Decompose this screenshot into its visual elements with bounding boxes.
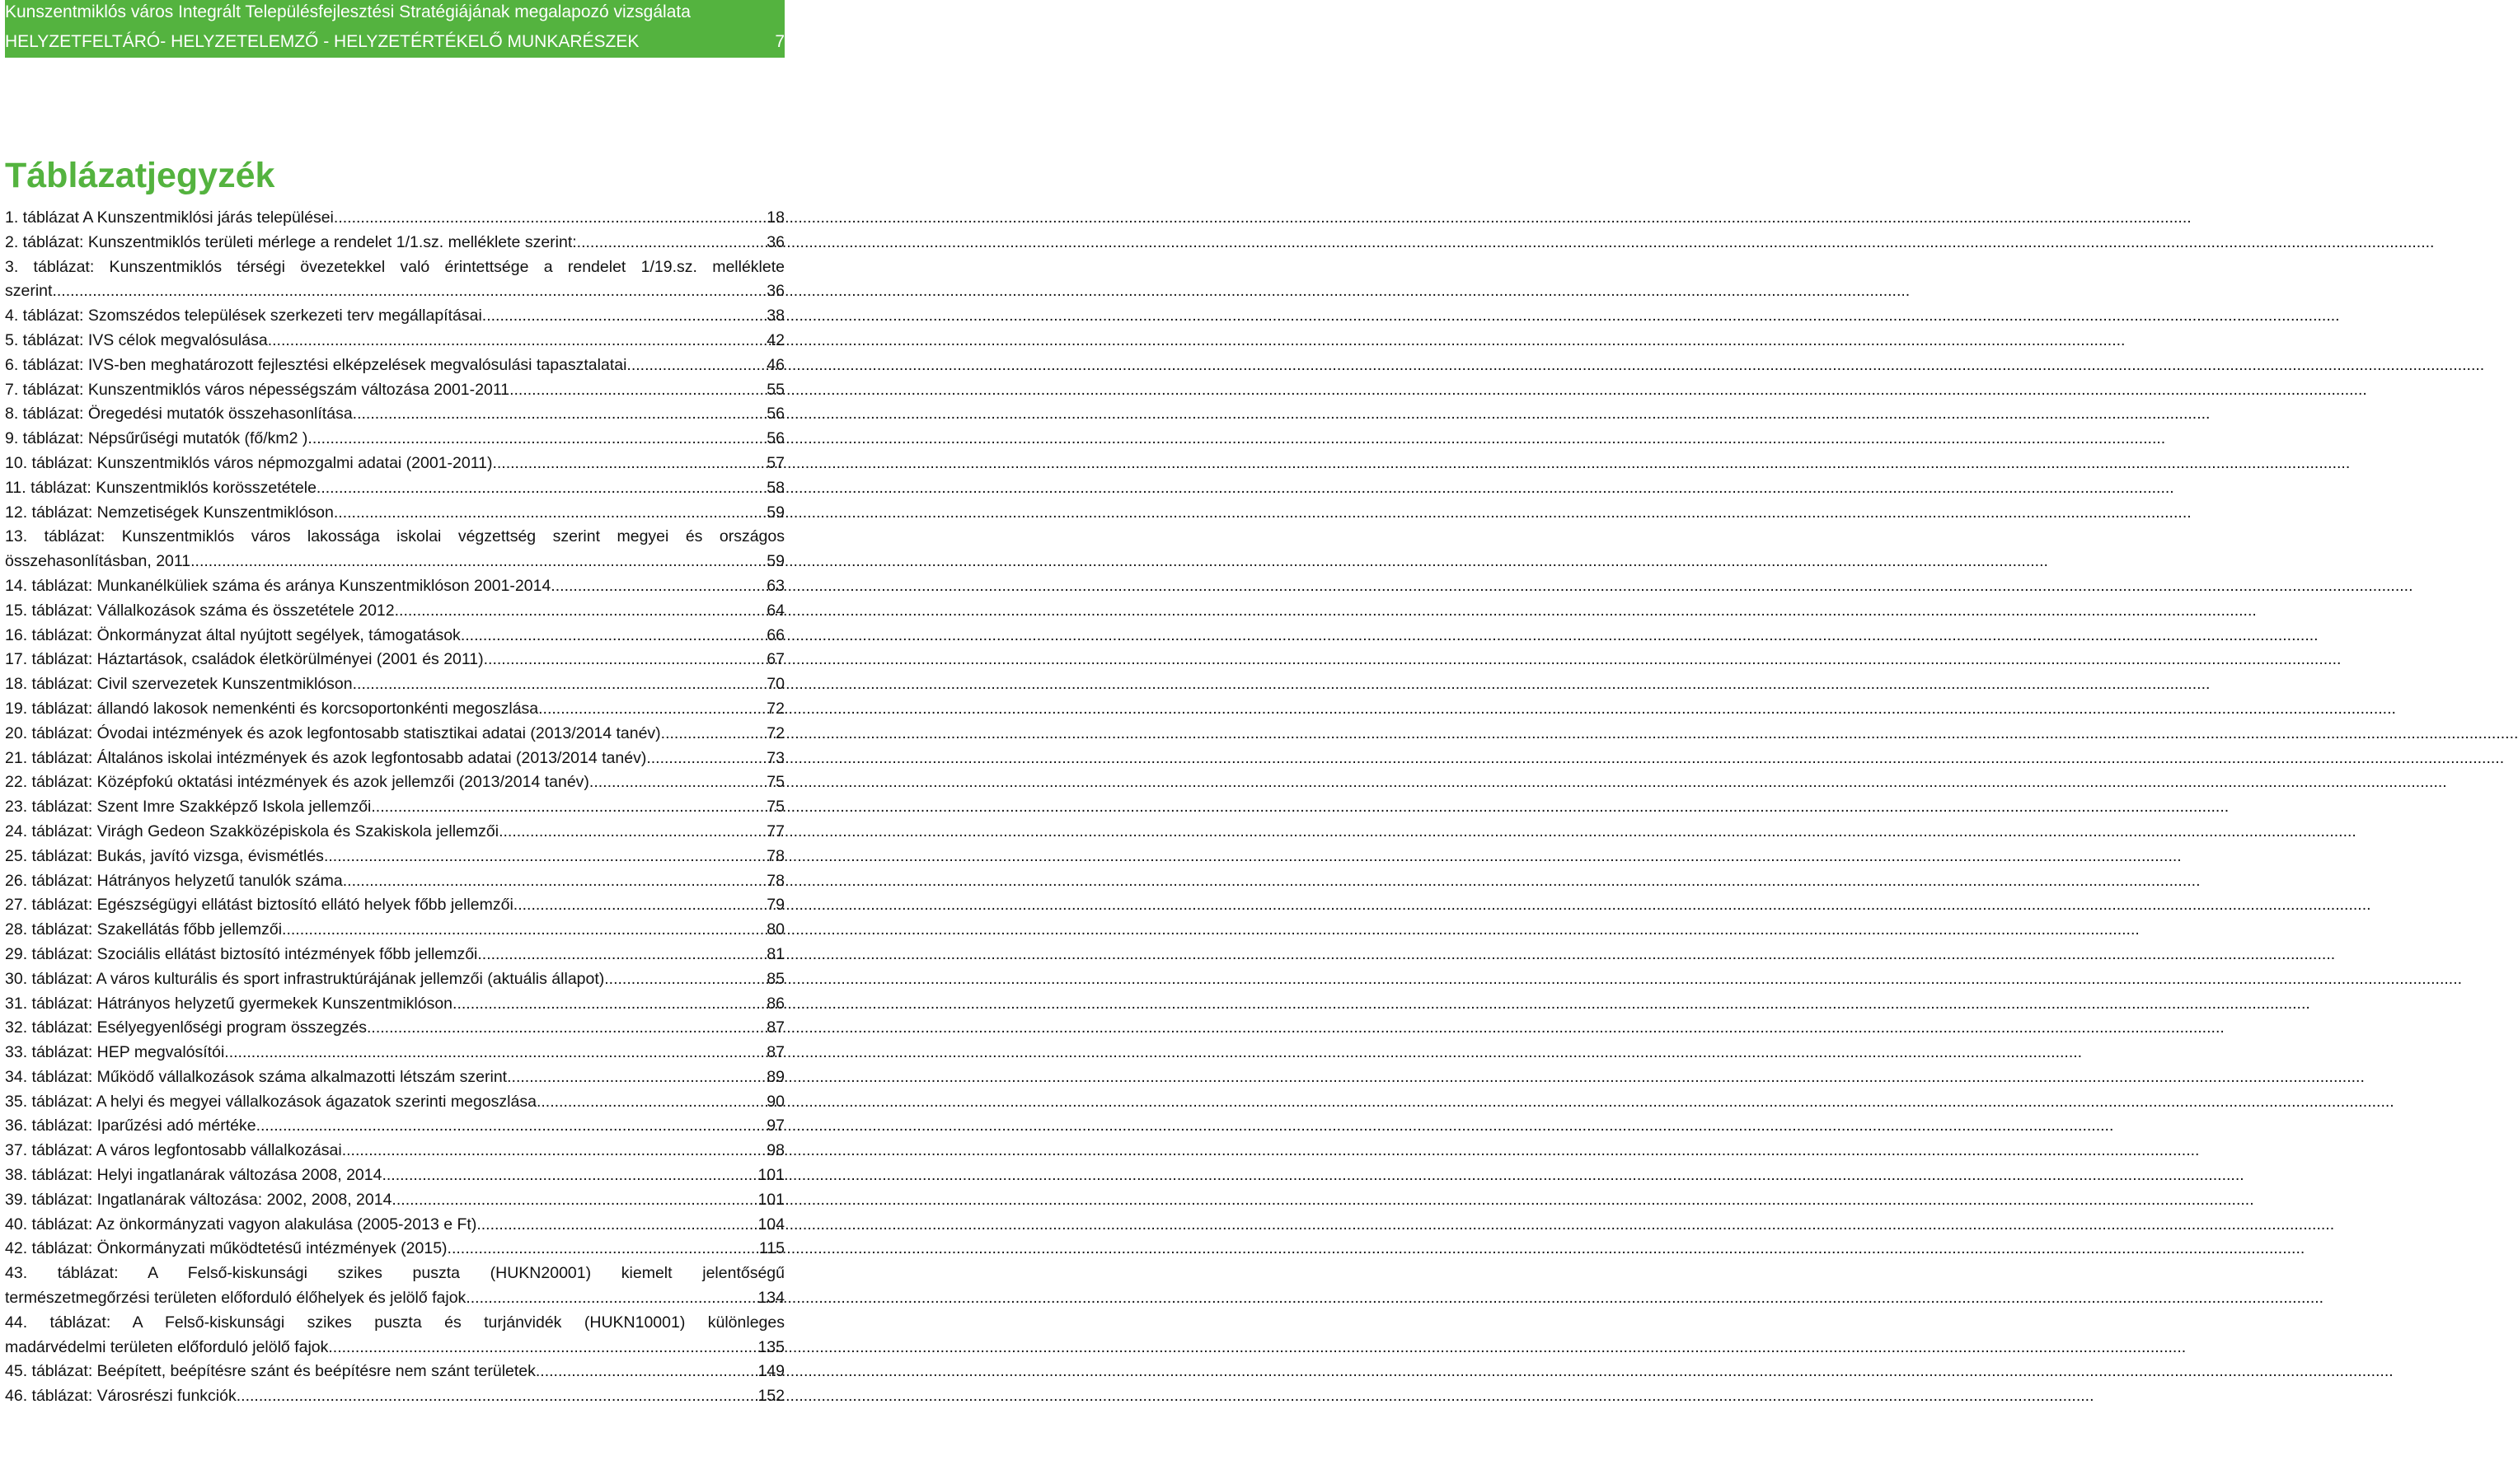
toc-entry[interactable] bbox=[5, 918, 785, 943]
header-section-title: HELYZETFELTÁRÓ- HELYZETELEMZŐ - HELYZETÉRTÉKELŐ MUNKARÉSZEK bbox=[5, 32, 640, 51]
dot-leader bbox=[52, 279, 763, 304]
toc-entry[interactable] bbox=[5, 574, 785, 599]
toc-entry[interactable] bbox=[5, 820, 785, 845]
toc-entry[interactable] bbox=[5, 1360, 785, 1384]
toc-entry-page: 152 bbox=[757, 1387, 785, 1406]
toc-entry-continuation bbox=[5, 1336, 785, 1360]
toc-entry-text-continued: összehasonlításban, 2011 bbox=[5, 552, 191, 571]
toc-entry[interactable] bbox=[5, 893, 785, 918]
toc-entry-page: 67 bbox=[767, 650, 785, 669]
dot-leader bbox=[448, 1237, 756, 1262]
toc-entry[interactable] bbox=[5, 304, 785, 329]
dot-leader bbox=[466, 1286, 754, 1311]
dot-leader bbox=[328, 1336, 754, 1360]
dot-leader bbox=[367, 1016, 763, 1041]
document-page bbox=[0, 0, 791, 1484]
toc-entry-page: 56 bbox=[767, 405, 785, 424]
toc-entry-text-continued: madárvédelmi területen előforduló jelölő fajok bbox=[5, 1337, 329, 1356]
toc-entry-continuation bbox=[5, 279, 785, 304]
toc-entry[interactable] bbox=[5, 770, 785, 795]
toc-entry-page: 72 bbox=[767, 699, 785, 718]
toc-entry[interactable] bbox=[5, 648, 785, 672]
toc-entry-page: 63 bbox=[767, 576, 785, 595]
header-document-title: Kunszentmiklós város Integrált Településfejlesztési Stratégiájának megalapozó vizsgálata bbox=[5, 2, 691, 21]
toc-entry-page: 135 bbox=[757, 1337, 785, 1356]
toc-entry-text: 14. táblázat: Munkanélküliek száma és aránya Kunszentmiklóson 2001-2014. bbox=[5, 576, 556, 595]
toc-entry-text: 19. táblázat: állandó lakosok nemenkénti és korcsoportonkénti megoszlása bbox=[5, 699, 539, 718]
toc-entry-text: 11. táblázat: Kunszentmiklós korösszetétele bbox=[5, 478, 317, 497]
toc-entry[interactable] bbox=[5, 501, 785, 526]
dot-leader bbox=[589, 770, 763, 795]
dot-leader bbox=[477, 943, 763, 967]
toc-entry-page: 58 bbox=[767, 478, 785, 497]
toc-entry-text: 21. táblázat: Általános iskolai intézmények és azok legfontosabb adatai (2013/2014 tanév) bbox=[5, 748, 647, 767]
dot-leader bbox=[646, 747, 763, 771]
toc-entry-page: 115 bbox=[758, 1239, 785, 1258]
toc-entry[interactable] bbox=[5, 747, 785, 771]
toc-entry-text: 23. táblázat: Szent Imre Szakképző Iskola jellemzői bbox=[5, 798, 372, 817]
toc-entry[interactable] bbox=[5, 795, 785, 820]
dot-leader bbox=[190, 550, 763, 574]
dot-leader bbox=[482, 304, 764, 329]
toc-entry-page: 64 bbox=[767, 601, 785, 620]
toc-entry-page: 59 bbox=[767, 503, 785, 522]
toc-entry-page: 78 bbox=[767, 846, 785, 865]
toc-entry-text: 29. táblázat: Szociális ellátást biztosító intézmények főbb jellemzői bbox=[5, 944, 478, 963]
toc-entry-text: 45. táblázat: Beépített, beépítésre szánt és beépítésre nem szánt területek bbox=[5, 1362, 536, 1381]
toc-entry[interactable] bbox=[5, 1041, 785, 1065]
toc-entry-text: 36. táblázat: Iparűzési adó mértéke bbox=[5, 1117, 256, 1135]
dot-leader bbox=[342, 1139, 764, 1163]
toc-entry-page: 87 bbox=[767, 1043, 785, 1062]
toc-entry-page: 38 bbox=[767, 307, 785, 325]
toc-entry-page: 75 bbox=[767, 773, 785, 792]
dot-leader bbox=[484, 648, 764, 672]
dot-leader bbox=[461, 624, 763, 648]
toc-entry-page: 149 bbox=[757, 1362, 785, 1381]
dot-leader bbox=[499, 820, 763, 845]
toc-entry[interactable] bbox=[5, 624, 785, 648]
toc-entry-text-continued: szerint bbox=[5, 282, 53, 301]
toc-entry-text: 40. táblázat: Az önkormányzati vagyon alakulása (2005-2013 e Ft) bbox=[5, 1215, 477, 1234]
toc-entry[interactable] bbox=[5, 1163, 785, 1188]
toc-entry-text: 17. táblázat: Háztartások, családok életkörülményei (2001 és 2011) bbox=[5, 650, 484, 669]
toc-entry[interactable] bbox=[5, 1139, 785, 1163]
dot-leader bbox=[452, 992, 763, 1017]
dot-leader bbox=[237, 1384, 755, 1409]
toc-entry-text: 13. táblázat: Kunszentmiklós város lakossága iskolai végzettség szerint megyei és országos bbox=[5, 527, 785, 546]
dot-leader bbox=[626, 353, 763, 378]
toc-entry-text: 34. táblázat: Működő vállalkozások száma alkalmazotti létszám szerint bbox=[5, 1067, 508, 1086]
toc-entry-text: 20. táblázat: Óvodai intézmények és azok legfontosabb statisztikai adatai (2013/2014 tanév) bbox=[5, 723, 661, 742]
table-of-tables bbox=[5, 206, 785, 1409]
toc-entry-page: 85 bbox=[767, 969, 785, 988]
toc-entry-text: 32. táblázat: Esélyegyenlőségi program összegzés bbox=[5, 1018, 367, 1037]
dot-leader bbox=[353, 672, 764, 697]
toc-entry-page: 18 bbox=[767, 208, 785, 227]
toc-entry-page: 78 bbox=[767, 871, 785, 890]
toc-entry-text: 9. táblázat: Népsűrűségi mutatók (fő/km2 ) bbox=[5, 429, 308, 448]
toc-entry-continuation bbox=[5, 1286, 785, 1311]
toc-entry-text: 6. táblázat: IVS-ben meghatározott fejlesztési elképzelések megvalósulási tapasztalatai bbox=[5, 355, 627, 374]
dot-leader bbox=[661, 722, 764, 747]
dot-leader bbox=[577, 231, 764, 255]
toc-entry[interactable] bbox=[5, 353, 785, 378]
toc-entry-text: 38. táblázat: Helyi ingatlanárak változása 2008, 2014. bbox=[5, 1166, 387, 1185]
toc-entry-page: 86 bbox=[767, 994, 785, 1013]
toc-entry-text: 15. táblázat: Vállalkozások száma és összetétele 2012. bbox=[5, 601, 400, 620]
toc-entry[interactable] bbox=[5, 992, 785, 1017]
dot-leader bbox=[492, 452, 763, 476]
toc-entry-text: 3. táblázat: Kunszentmiklós térségi övezetekkel való érintettsége a rendelet 1/19.sz. melléklete bbox=[5, 257, 785, 276]
dot-leader bbox=[476, 1213, 754, 1238]
toc-entry[interactable] bbox=[5, 255, 785, 305]
toc-entry[interactable] bbox=[5, 1237, 785, 1262]
dot-leader bbox=[538, 697, 763, 722]
toc-entry[interactable] bbox=[5, 599, 785, 624]
toc-entry-text: 12. táblázat: Nemzetiségek Kunszentmiklóson bbox=[5, 503, 334, 522]
header-section-row bbox=[5, 30, 785, 54]
toc-entry[interactable] bbox=[5, 1114, 785, 1139]
toc-entry-text: 10. táblázat: Kunszentmiklós város népmozgalmi adatai (2001-2011) bbox=[5, 453, 493, 472]
toc-entry-page: 72 bbox=[767, 723, 785, 742]
toc-entry-text: 33. táblázat: HEP megvalósítói bbox=[5, 1043, 225, 1062]
toc-entry-page: 73 bbox=[767, 748, 785, 767]
toc-entry-page: 70 bbox=[767, 675, 785, 694]
toc-entry-text: 30. táblázat: A város kulturális és sport infrastruktúrájának jellemzői (aktuális állapot) bbox=[5, 969, 605, 988]
toc-entry[interactable] bbox=[5, 672, 785, 697]
toc-entry-page: 101 bbox=[757, 1190, 785, 1209]
toc-entry[interactable] bbox=[5, 525, 785, 574]
toc-entry-page: 80 bbox=[767, 920, 785, 939]
dot-leader bbox=[537, 1090, 763, 1115]
toc-entry-page: 57 bbox=[767, 453, 785, 472]
toc-entry-text: 2. táblázat: Kunszentmiklós területi mérlege a rendelet 1/1.sz. melléklete szerint: bbox=[5, 232, 577, 251]
toc-entry-text: 44. táblázat: A Felső-kiskunsági szikes puszta és turjánvidék (HUKN10001) különleges bbox=[5, 1313, 785, 1332]
toc-entry-page: 89 bbox=[767, 1067, 785, 1086]
toc-entry-text-continued: természetmegőrzési területen előforduló élőhelyek és jelölő fajok bbox=[5, 1289, 467, 1308]
dot-leader bbox=[353, 402, 764, 427]
dot-leader bbox=[334, 206, 763, 231]
dot-leader bbox=[604, 967, 763, 992]
toc-entry-text: 31. táblázat: Hátrányos helyzetű gyermekek Kunszentmiklóson bbox=[5, 994, 453, 1013]
toc-entry-page: 81 bbox=[767, 944, 785, 963]
toc-entry[interactable] bbox=[5, 1188, 785, 1213]
toc-entry-text: 1. táblázat A Kunszentmiklósi járás települései bbox=[5, 208, 334, 227]
toc-entry[interactable] bbox=[5, 402, 785, 427]
dot-leader bbox=[317, 476, 763, 501]
toc-entry-text: 24. táblázat: Virágh Gedeon Szakközépiskola és Szakiskola jellemzői bbox=[5, 822, 499, 840]
toc-entry-page: 46 bbox=[767, 355, 785, 374]
toc-entry[interactable] bbox=[5, 845, 785, 869]
toc-entry-text: 8. táblázat: Öregedési mutatók összehasonlítása bbox=[5, 405, 353, 424]
toc-entry-page: 79 bbox=[767, 896, 785, 915]
toc-entry-page: 77 bbox=[767, 822, 785, 840]
dot-leader bbox=[387, 1163, 755, 1188]
dot-leader bbox=[399, 599, 763, 624]
toc-entry[interactable] bbox=[5, 967, 785, 992]
header-page-number: 7 bbox=[775, 32, 785, 51]
toc-entry-page: 36 bbox=[767, 282, 785, 301]
toc-entry[interactable] bbox=[5, 1311, 785, 1360]
dot-leader bbox=[343, 869, 764, 894]
toc-entry-page: 42 bbox=[767, 330, 785, 349]
toc-entry-page: 90 bbox=[767, 1092, 785, 1111]
dot-leader bbox=[556, 574, 764, 599]
toc-entry-page: 36 bbox=[767, 232, 785, 251]
toc-entry-page: 98 bbox=[767, 1141, 785, 1160]
toc-entry[interactable] bbox=[5, 1262, 785, 1311]
toc-entry-text: 7. táblázat: Kunszentmiklós város népességszám változása 2001-2011 bbox=[5, 380, 510, 399]
dot-leader bbox=[282, 918, 763, 943]
toc-entry-text: 37. táblázat: A város legfontosabb vállalkozásai bbox=[5, 1141, 342, 1160]
toc-entry[interactable] bbox=[5, 476, 785, 501]
page-header bbox=[5, 0, 785, 58]
toc-entry-text: 27. táblázat: Egészségügyi ellátást biztosító ellátó helyek főbb jellemzői bbox=[5, 896, 513, 915]
page-title: Táblázatjegyzék bbox=[5, 156, 275, 195]
toc-entry[interactable] bbox=[5, 1213, 785, 1238]
toc-entry-text: 5. táblázat: IVS célok megvalósulása bbox=[5, 330, 268, 349]
toc-entry[interactable] bbox=[5, 1065, 785, 1090]
dot-leader bbox=[334, 501, 763, 526]
toc-entry[interactable] bbox=[5, 231, 785, 255]
toc-entry-text: 22. táblázat: Középfokú oktatási intézmények és azok jellemzői (2013/2014 tanév) bbox=[5, 773, 589, 792]
toc-entry-page: 101 bbox=[757, 1166, 785, 1185]
toc-entry-page: 87 bbox=[767, 1018, 785, 1037]
toc-entry-text: 39. táblázat: Ingatlanárak változása: 2002, 2008, 2014. bbox=[5, 1190, 396, 1209]
toc-entry[interactable] bbox=[5, 943, 785, 967]
dot-leader bbox=[324, 845, 763, 869]
toc-entry[interactable] bbox=[5, 1384, 785, 1409]
toc-entry-page: 55 bbox=[767, 380, 785, 399]
toc-entry[interactable] bbox=[5, 329, 785, 353]
toc-entry-text: 4. táblázat: Szomszédos települések szerkezeti terv megállapításai bbox=[5, 307, 482, 325]
toc-entry[interactable] bbox=[5, 697, 785, 722]
toc-entry-text: 18. táblázat: Civil szervezetek Kunszentmiklóson bbox=[5, 675, 353, 694]
toc-entry-page: 97 bbox=[767, 1117, 785, 1135]
dot-leader bbox=[268, 329, 764, 353]
toc-entry[interactable] bbox=[5, 378, 785, 403]
toc-entry-page: 59 bbox=[767, 552, 785, 571]
toc-entry-page: 56 bbox=[767, 429, 785, 448]
toc-entry[interactable] bbox=[5, 427, 785, 452]
toc-entry-text: 16. táblázat: Önkormányzat által nyújtott segélyek, támogatások bbox=[5, 625, 461, 644]
toc-entry-page: 66 bbox=[767, 625, 785, 644]
toc-entry[interactable] bbox=[5, 206, 785, 231]
dot-leader bbox=[507, 1065, 763, 1090]
toc-entry-text: 28. táblázat: Szakellátás főbb jellemzői bbox=[5, 920, 283, 939]
dot-leader bbox=[371, 795, 763, 820]
toc-entry-text: 43. táblázat: A Felső-kiskunsági szikes puszta (HUKN20001) kiemelt jelentőségű bbox=[5, 1264, 785, 1283]
dot-leader bbox=[224, 1041, 763, 1065]
toc-entry-page: 75 bbox=[767, 798, 785, 817]
toc-entry[interactable] bbox=[5, 1090, 785, 1115]
toc-entry-page: 104 bbox=[757, 1215, 785, 1234]
toc-entry[interactable] bbox=[5, 1016, 785, 1041]
dot-leader bbox=[536, 1360, 755, 1384]
toc-entry-text: 25. táblázat: Bukás, javító vizsga, évismétlés bbox=[5, 846, 324, 865]
dot-leader bbox=[513, 893, 764, 918]
toc-entry-text: 42. táblázat: Önkormányzati működtetésű intézmények (2015) bbox=[5, 1239, 448, 1258]
toc-entry-continuation bbox=[5, 550, 785, 574]
toc-entry-text: 26. táblázat: Hátrányos helyzetű tanulók száma bbox=[5, 871, 343, 890]
dot-leader bbox=[307, 427, 763, 452]
toc-entry[interactable] bbox=[5, 869, 785, 894]
toc-entry-text: 35. táblázat: A helyi és megyei vállalkozások ágazatok szerinti megoszlása bbox=[5, 1092, 537, 1111]
toc-entry[interactable] bbox=[5, 722, 785, 747]
dot-leader bbox=[509, 378, 763, 403]
toc-entry-page: 134 bbox=[757, 1289, 785, 1308]
toc-entry-text: 46. táblázat: Városrészi funkciók bbox=[5, 1387, 237, 1406]
dot-leader bbox=[396, 1188, 755, 1213]
dot-leader bbox=[256, 1114, 764, 1139]
toc-entry[interactable] bbox=[5, 452, 785, 476]
